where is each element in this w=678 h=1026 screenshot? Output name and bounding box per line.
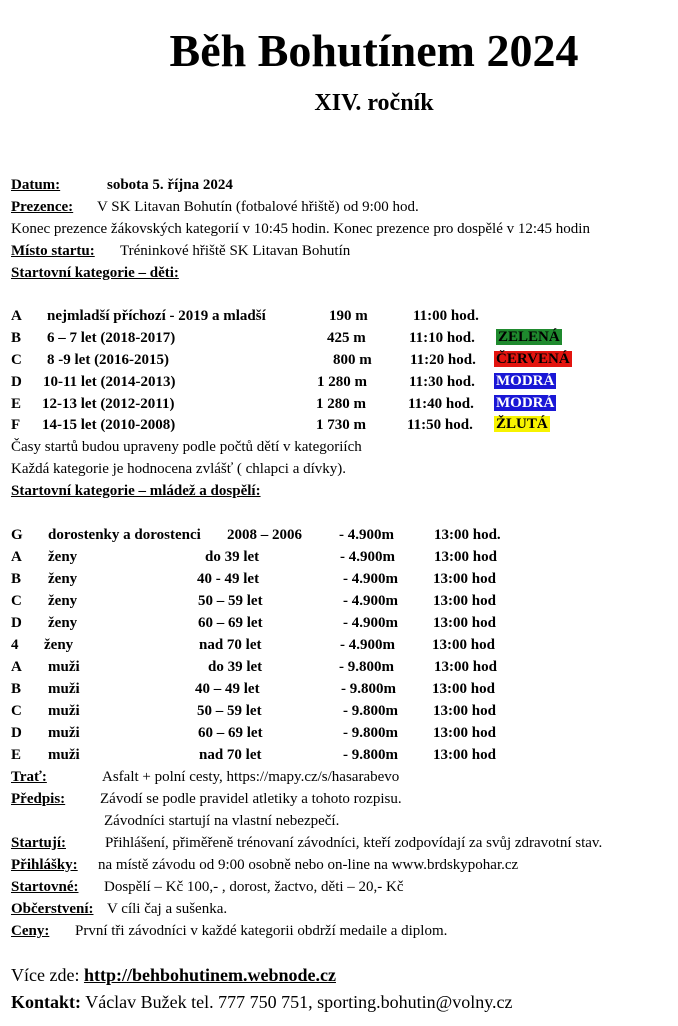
kontakt-value: Václav Bužek tel. 777 750 751, sporting.bohutin@volny.cz	[85, 992, 513, 1012]
dosp-who: ženy	[48, 615, 78, 631]
prihlasky-value: na místě závodu od 9:00 osobně nebo on-line na www.brdskypohar.cz	[98, 857, 519, 873]
dosp-time: 13:00 hod	[433, 571, 496, 587]
dosp-code: A	[11, 659, 22, 675]
dosp-time: 13:00 hod	[433, 615, 496, 631]
deti-dist: 800 m	[333, 352, 372, 368]
dosp-who: dorostenky a dorostenci	[48, 527, 201, 543]
prezence-value: V SK Litavan Bohutín (fotbalové hřiště) od 9:00 hod.	[97, 199, 419, 215]
dosp-time: 13:00 hod	[433, 593, 496, 609]
dosp-who: muži	[48, 659, 80, 675]
dosp-age: do 39 let	[205, 549, 260, 565]
misto-label-wrap	[11, 242, 95, 260]
dosp-age: nad 70 let	[199, 637, 262, 653]
startuji-value: Přihlášení, přiměřeně trénovaní závodníci, kteří zodpovídají za svůj zdravotní stav.	[105, 835, 603, 851]
deti-time: 11:10 hod.	[409, 330, 475, 346]
dosp-who: ženy	[48, 593, 78, 609]
dosp-time: 13:00 hod	[432, 681, 495, 697]
deti-desc: 8 -9 let (2016-2015)	[47, 352, 170, 368]
dosp-time: 13:00 hod	[433, 747, 496, 763]
color-badge-blue	[494, 394, 556, 412]
prezence-note: Konec prezence žákovských kategorií v 10:45 hodin. Konec prezence pro dospělé v 12:45 hodin	[11, 221, 590, 237]
startuji-label-wrap	[11, 834, 66, 852]
dosp-who: muži	[48, 703, 80, 719]
deti-note-times: Časy startů budou upraveny podle počtů dětí v kategoriích	[11, 439, 362, 455]
dosp-dist: - 4.900m	[339, 527, 394, 543]
deti-dist: 1 280 m	[317, 374, 367, 390]
dosp-time: 13:00 hod	[433, 703, 496, 719]
dosp-dist: - 4.900m	[340, 549, 395, 565]
dosp-time: 13:00 hod	[432, 637, 495, 653]
trat-label-wrap	[11, 768, 47, 786]
dosp-code: B	[11, 681, 22, 697]
prezence-label: Prezence:	[11, 199, 74, 215]
dosp-time: 13:00 hod.	[434, 527, 501, 543]
dosp-who: muži	[48, 681, 80, 697]
dosp-code: 4	[11, 637, 19, 653]
dosp-age: do 39 let	[208, 659, 263, 675]
ceny-label-wrap	[11, 922, 49, 940]
dosp-dist: - 4.900m	[343, 615, 398, 631]
dosp-code: C	[11, 593, 22, 609]
dosp-age: 40 – 49 let	[195, 681, 260, 697]
dosp-code: A	[11, 549, 22, 565]
startuji-label: Startují:	[11, 835, 66, 851]
obcerstveni-label: Občerstvení:	[11, 901, 94, 917]
predpis-label-wrap	[11, 790, 65, 808]
prezence-label-wrap	[11, 198, 73, 216]
dosp-code: G	[11, 527, 23, 543]
datum-label: Datum:	[11, 177, 61, 193]
deti-time: 11:30 hod.	[409, 374, 475, 390]
dosp-dist: - 4.900m	[343, 593, 398, 609]
color-badge-yellow	[494, 415, 550, 433]
color-badge-red	[494, 350, 572, 368]
dosp-time: 13:00 hod	[433, 725, 496, 741]
dosp-dist: - 9.800m	[343, 703, 398, 719]
dosp-age: nad 70 let	[199, 747, 262, 763]
startovne-value: Dospělí – Kč 100,- , dorost, žactvo, děti – 20,- Kč	[104, 879, 404, 895]
dosp-who: muži	[48, 747, 80, 763]
dospeli-heading-wrap	[11, 482, 261, 500]
deti-code: B	[11, 330, 22, 346]
deti-dist: 1 730 m	[316, 417, 366, 433]
trat-value: Asfalt + polní cesty, https://mapy.cz/s/hasarabevo	[102, 769, 400, 785]
dosp-dist: - 9.800m	[343, 747, 398, 763]
prihlasky-label-wrap	[11, 856, 78, 874]
datum-line	[11, 176, 60, 194]
deti-dist: 1 280 m	[316, 396, 366, 412]
dosp-who: ženy	[48, 571, 78, 587]
page-subtitle: XIV. ročník	[314, 90, 434, 116]
ceny-value: První tři závodníci v každé kategorii obdrží medaile a diplom.	[75, 923, 448, 939]
trat-label: Trať:	[11, 769, 47, 785]
deti-desc: 6 – 7 let (2018-2017)	[47, 330, 176, 346]
deti-code: E	[11, 396, 22, 412]
color-label: ČERVENÁ	[496, 351, 570, 367]
dosp-age: 50 – 59 let	[198, 593, 263, 609]
dosp-code: B	[11, 571, 22, 587]
deti-note-evaluation: Každá kategorie je hodnocena zvlášť ( chlapci a dívky).	[11, 461, 347, 477]
dosp-who: ženy	[48, 549, 78, 565]
dosp-dist: - 9.800m	[343, 725, 398, 741]
misto-value: Tréninkové hřiště SK Litavan Bohutín	[120, 243, 351, 259]
dosp-age: 60 – 69 let	[198, 725, 263, 741]
obcerstveni-value: V cíli čaj a sušenka.	[107, 901, 228, 917]
obcerstveni-label-wrap	[11, 900, 93, 918]
kontakt-label: Kontakt:	[11, 992, 82, 1012]
dosp-time: 13:00 hod	[434, 659, 497, 675]
kontakt-line	[11, 991, 513, 1013]
website-link[interactable]: http://behbohutinem.webnode.cz	[83, 965, 336, 985]
deti-time: 11:50 hod.	[407, 417, 473, 433]
deti-code: A	[11, 308, 22, 324]
deti-desc: nejmladší příchozí - 2019 a mladší	[47, 308, 266, 324]
dosp-dist: - 4.900m	[340, 637, 395, 653]
deti-code: C	[11, 352, 22, 368]
predpis-value: Závodí se podle pravidel atletiky a tohoto rozpisu.	[100, 791, 402, 807]
vice-line	[11, 964, 336, 986]
color-label: ŽLUTÁ	[496, 416, 548, 432]
dosp-who: muži	[48, 725, 80, 741]
dosp-code: D	[11, 615, 22, 631]
prihlasky-label: Přihlášky:	[11, 857, 78, 873]
dosp-code: C	[11, 703, 22, 719]
dosp-who: ženy	[44, 637, 74, 653]
dospeli-heading: Startovní kategorie – mládež a dospělí:	[11, 483, 261, 499]
dosp-age: 60 – 69 let	[198, 615, 263, 631]
deti-time: 11:20 hod.	[410, 352, 476, 368]
datum-value: sobota 5. října 2024	[107, 177, 233, 193]
dosp-time: 13:00 hod	[434, 549, 497, 565]
deti-code: F	[11, 417, 21, 433]
color-label: MODRÁ	[496, 395, 555, 411]
deti-dist: 425 m	[327, 330, 366, 346]
dosp-age: 40 - 49 let	[197, 571, 260, 587]
deti-time: 11:40 hod.	[408, 396, 474, 412]
deti-dist: 190 m	[329, 308, 368, 324]
dosp-dist: - 9.800m	[341, 681, 396, 697]
startovne-label: Startovné:	[11, 879, 79, 895]
dosp-code: E	[11, 747, 22, 763]
predpis-value-2: Závodníci startují na vlastní nebezpečí.	[104, 813, 340, 829]
deti-code: D	[11, 374, 22, 390]
deti-desc: 12-13 let (2012-2011)	[42, 396, 175, 412]
color-badge-blue	[494, 372, 556, 390]
dosp-age: 2008 – 2006	[227, 527, 302, 543]
vice-label: Více zde:	[11, 965, 80, 985]
dosp-dist: - 9.800m	[339, 659, 394, 675]
dosp-age: 50 – 59 let	[197, 703, 262, 719]
startovne-label-wrap	[11, 878, 79, 896]
deti-heading-wrap	[11, 264, 179, 282]
misto-label: Místo startu:	[11, 243, 95, 259]
deti-heading: Startovní kategorie – děti:	[11, 265, 179, 281]
ceny-label: Ceny:	[11, 923, 50, 939]
color-label: ZELENÁ	[498, 329, 560, 345]
color-label: MODRÁ	[496, 373, 555, 389]
dosp-code: D	[11, 725, 22, 741]
deti-desc: 14-15 let (2010-2008)	[42, 417, 176, 433]
deti-desc: 10-11 let (2014-2013)	[43, 374, 176, 390]
color-badge-green	[496, 328, 562, 346]
predpis-label: Předpis:	[11, 791, 66, 807]
deti-time: 11:00 hod.	[413, 308, 479, 324]
dosp-dist: - 4.900m	[343, 571, 398, 587]
page-title: Běh Bohutínem 2024	[169, 25, 579, 76]
